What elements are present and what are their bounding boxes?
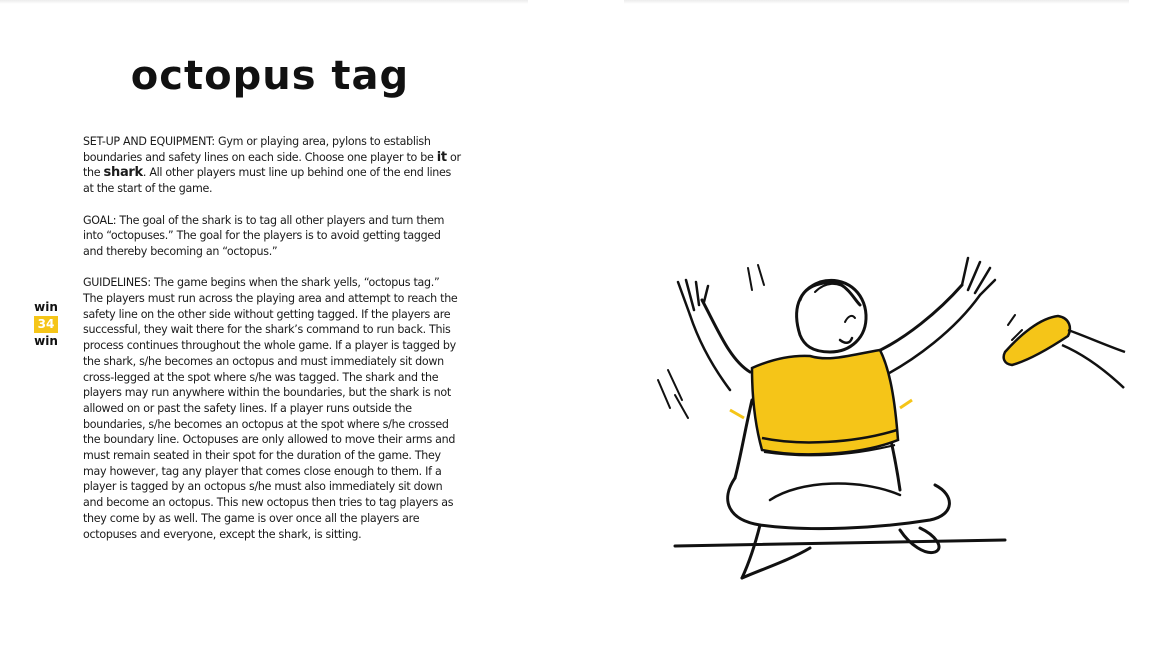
setup-text: SET-UP AND EQUIPMENT: Gym or playing area, pylons to establish boundaries and safety lines on each side. Choose one player to be [83,135,437,164]
page-number: 34 [34,316,58,333]
yellow-shoe [1004,316,1070,365]
goal-paragraph: GOAL: The goal of the shark is to tag all other players and turn them into “octopuses.” The goal for the players is to avoid getting tagged and thereby becoming an “octopus.” [83,213,445,258]
sitting-child-illustration [640,240,1130,590]
it-word: it [436,149,447,165]
page-marker-top: win [34,300,58,314]
page-number-marker [33,300,59,349]
game-instructions [83,134,461,558]
page-title: octopus tag [130,53,410,99]
setup-text-mid: or the [83,150,461,180]
guidelines-paragraph: GUIDELINES: The game begins when the shark yells, “octopus tag.” The players must run across the playing area and attempt to reach the safety line on the other side without getting tagged. If the players are successful, they wait there for the shark’s command to run back. This process continues throughout the whole game. If a player is tagged by the shark, s/he becomes an octopus and must immediately sit down cross-legged at the spot where s/he was tagged. The shark and the players may run anywhere within the boundaries, but the shark is not allowed on or past the safety lines. If a player runs outside the boundaries, s/he becomes an octopus at the spot where s/he crossed the boundary line. Octopuses are only allowed to move their arms and must remain seated in their spot for the duration of the game. They may however, tag any player that comes close enough to them. If a player is tagged by an octopus s/he must also immediately sit down and become an octopus. This new octopus then tries to tag players as they come by as well. The game is over once all the players are octopuses and everyone, except the shark, is sitting. [83,276,458,541]
setup-paragraph [83,134,461,197]
setup-text-end: . All other players must line up behind one of the end lines at the start of the game. [83,166,452,196]
yellow-shirt [752,350,898,454]
page-marker-bottom: win [34,334,58,348]
shark-word: shark [103,165,143,181]
